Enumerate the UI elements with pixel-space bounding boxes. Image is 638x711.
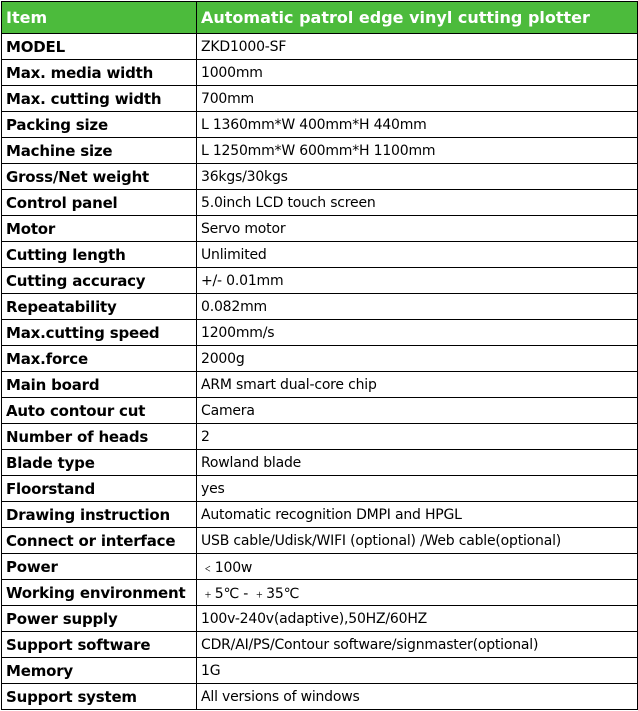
spec-value: ﹤100w [197, 554, 638, 580]
spec-value: 2000g [197, 346, 638, 372]
spec-value: Rowland blade [197, 450, 638, 476]
spec-label: Control panel [2, 190, 197, 216]
table-row [2, 34, 638, 60]
table-row [2, 164, 638, 190]
spec-label: Packing size [2, 112, 197, 138]
spec-label: Max.cutting speed [2, 320, 197, 346]
table-row [2, 60, 638, 86]
spec-label: Gross/Net weight [2, 164, 197, 190]
spec-value: ZKD1000-SF [197, 34, 638, 60]
spec-value: Automatic recognition DMPI and HPGL [197, 502, 638, 528]
spec-label: Repeatability [2, 294, 197, 320]
spec-value: 1000mm [197, 60, 638, 86]
table-row [2, 398, 638, 424]
spec-label: Working environment [2, 580, 197, 606]
table-row [2, 112, 638, 138]
spec-value: CDR/AI/PS/Contour software/signmaster(optional) [197, 632, 638, 658]
table-row [2, 138, 638, 164]
spec-label: Power supply [2, 606, 197, 632]
spec-value: Unlimited [197, 242, 638, 268]
spec-label: Motor [2, 216, 197, 242]
table-row [2, 268, 638, 294]
spec-label: Floorstand [2, 476, 197, 502]
table-row [2, 528, 638, 554]
spec-value: USB cable/Udisk/WIFI (optional) /Web cable(optional) [197, 528, 638, 554]
table-row [2, 424, 638, 450]
spec-value: 5.0inch LCD touch screen [197, 190, 638, 216]
spec-label: Max. media width [2, 60, 197, 86]
spec-label: Support system [2, 684, 197, 710]
spec-label: Cutting length [2, 242, 197, 268]
spec-label: Support software [2, 632, 197, 658]
spec-value: 700mm [197, 86, 638, 112]
spec-value: Camera [197, 398, 638, 424]
table-row [2, 372, 638, 398]
table-row [2, 632, 638, 658]
spec-table [1, 1, 638, 710]
spec-label: Power [2, 554, 197, 580]
spec-label: Number of heads [2, 424, 197, 450]
spec-value: L 1360mm*W 400mm*H 440mm [197, 112, 638, 138]
table-row [2, 320, 638, 346]
spec-value: ARM smart dual-core chip [197, 372, 638, 398]
spec-rows [2, 34, 638, 710]
spec-label: Drawing instruction [2, 502, 197, 528]
table-row [2, 242, 638, 268]
spec-value: 36kgs/30kgs [197, 164, 638, 190]
header-item: Item [2, 2, 197, 34]
table-row [2, 450, 638, 476]
spec-value: 0.082mm [197, 294, 638, 320]
table-row [2, 294, 638, 320]
table-row [2, 502, 638, 528]
table-row [2, 476, 638, 502]
table-row [2, 606, 638, 632]
table-row [2, 346, 638, 372]
table-row [2, 216, 638, 242]
table-row [2, 658, 638, 684]
table-row [2, 190, 638, 216]
spec-value: 1200mm/s [197, 320, 638, 346]
spec-label: Cutting accuracy [2, 268, 197, 294]
header-product-name: Automatic patrol edge vinyl cutting plotter [197, 2, 638, 34]
spec-label: Blade type [2, 450, 197, 476]
spec-label: Max. cutting width [2, 86, 197, 112]
spec-value: ﹢5℃ - ﹢35℃ [197, 580, 638, 606]
spec-value: yes [197, 476, 638, 502]
spec-label: Max.force [2, 346, 197, 372]
spec-label: Machine size [2, 138, 197, 164]
table-row [2, 580, 638, 606]
spec-value: 2 [197, 424, 638, 450]
spec-label: Connect or interface [2, 528, 197, 554]
spec-value: 100v-240v(adaptive),50HZ/60HZ [197, 606, 638, 632]
spec-value: L 1250mm*W 600mm*H 1100mm [197, 138, 638, 164]
table-row [2, 86, 638, 112]
spec-value: 1G [197, 658, 638, 684]
spec-value: All versions of windows [197, 684, 638, 710]
table-row [2, 684, 638, 710]
spec-value: Servo motor [197, 216, 638, 242]
spec-label: MODEL [2, 34, 197, 60]
spec-label: Auto contour cut [2, 398, 197, 424]
spec-value: +/- 0.01mm [197, 268, 638, 294]
table-header-row [2, 2, 638, 34]
spec-label: Main board [2, 372, 197, 398]
table-row [2, 554, 638, 580]
spec-label: Memory [2, 658, 197, 684]
